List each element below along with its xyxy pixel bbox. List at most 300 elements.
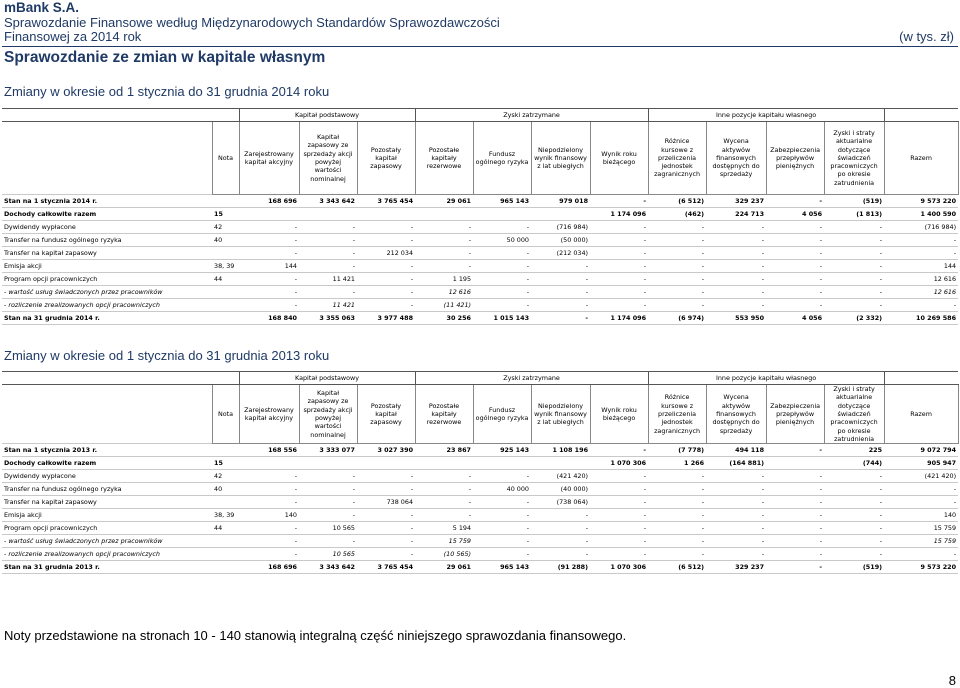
period-2014-title: Zmiany w okresie od 1 stycznia do 31 grudnia 2014 roku xyxy=(4,84,330,99)
row-nota: 42 xyxy=(212,221,239,234)
column-header: Zyski i straty aktuarialne dotyczące świadczeń pracowniczych po okresie zatrudnienia xyxy=(824,122,884,195)
table-cell: 3 765 454 xyxy=(357,195,415,208)
table-cell: - xyxy=(706,273,766,286)
table-cell: (716 984) xyxy=(884,221,958,234)
column-header-blank xyxy=(2,122,212,195)
table-cell: - xyxy=(648,260,706,273)
column-header: Kapitał zapasowy ze sprzedaży akcji powyżej wartości nominalnej xyxy=(299,385,357,444)
table-cell: - xyxy=(239,483,299,496)
row-nota: 42 xyxy=(212,470,239,483)
row-nota: 40 xyxy=(212,234,239,247)
row-label: Emisja akcji xyxy=(2,509,212,522)
group-header: Zyski zatrzymane xyxy=(415,372,648,385)
table-cell: - xyxy=(590,444,648,457)
row-label: Stan na 31 grudnia 2014 r. xyxy=(2,312,212,325)
table-cell: - xyxy=(766,234,824,247)
table-cell: 3 333 077 xyxy=(299,444,357,457)
table-cell: (164 881) xyxy=(706,457,766,470)
row-nota xyxy=(212,535,239,548)
table-cell: - xyxy=(239,234,299,247)
table-cell: - xyxy=(415,483,473,496)
table-cell xyxy=(531,208,590,221)
table-cell: 3 977 488 xyxy=(357,312,415,325)
table-cell: 9 573 220 xyxy=(884,195,958,208)
table-cell: - xyxy=(357,299,415,312)
table-cell: - xyxy=(531,312,590,325)
table-cell: 50 000 xyxy=(473,234,531,247)
table-cell: 979 018 xyxy=(531,195,590,208)
table-cell: 9 072 794 xyxy=(884,444,958,457)
table-cell: (50 000) xyxy=(531,234,590,247)
column-header: Różnice kursowe z przeliczenia jednostek zagranicznych xyxy=(648,385,706,444)
table-row xyxy=(2,457,958,470)
table-cell: 3 765 454 xyxy=(357,561,415,574)
group-header: Kapitał podstawowy xyxy=(239,109,415,122)
table-cell: 738 064 xyxy=(357,496,415,509)
row-nota: 40 xyxy=(212,483,239,496)
table-cell: - xyxy=(473,535,531,548)
column-header: Nota xyxy=(212,385,239,444)
table-cell: - xyxy=(648,496,706,509)
table-cell: (519) xyxy=(824,195,884,208)
table-cell: - xyxy=(357,234,415,247)
column-header: Razem xyxy=(884,385,958,444)
table-cell: - xyxy=(590,496,648,509)
table-cell: - xyxy=(706,234,766,247)
table-cell: - xyxy=(824,260,884,273)
table-cell: 29 061 xyxy=(415,561,473,574)
row-nota xyxy=(212,548,239,561)
table-cell: 15 759 xyxy=(415,535,473,548)
table-cell: - xyxy=(706,496,766,509)
table-cell: (744) xyxy=(824,457,884,470)
unit-label: (w tys. zł) xyxy=(899,29,954,44)
table-cell: - xyxy=(473,260,531,273)
column-header: Pozostały kapitał zapasowy xyxy=(357,122,415,195)
table-cell: 905 947 xyxy=(884,457,958,470)
table-cell: - xyxy=(590,234,648,247)
table-cell: 11 421 xyxy=(299,299,357,312)
table-cell: 9 573 220 xyxy=(884,561,958,574)
row-nota: 44 xyxy=(212,522,239,535)
table-cell: - xyxy=(357,286,415,299)
row-label: Emisja akcji xyxy=(2,260,212,273)
table-cell: - xyxy=(824,221,884,234)
table-row xyxy=(2,470,958,483)
table-cell: - xyxy=(531,299,590,312)
table-cell: (6 974) xyxy=(648,312,706,325)
table-cell: - xyxy=(824,483,884,496)
table-cell: 3 355 063 xyxy=(299,312,357,325)
table-cell: - xyxy=(884,483,958,496)
table-cell: 10 565 xyxy=(299,522,357,535)
table-cell: 4 056 xyxy=(766,208,824,221)
table-cell: 329 237 xyxy=(706,561,766,574)
table-cell: 3 027 390 xyxy=(357,444,415,457)
table-cell: - xyxy=(590,535,648,548)
table-cell: 168 840 xyxy=(239,312,299,325)
table-cell: - xyxy=(884,299,958,312)
table-cell: - xyxy=(648,286,706,299)
table-cell xyxy=(766,457,824,470)
group-header: Kapitał podstawowy xyxy=(239,372,415,385)
table-cell: - xyxy=(648,234,706,247)
column-header: Zarejestrowany kapitał akcyjny xyxy=(239,122,299,195)
table-row xyxy=(2,509,958,522)
table-cell: - xyxy=(239,535,299,548)
table-cell: (716 984) xyxy=(531,221,590,234)
table-cell xyxy=(415,208,473,221)
column-header: Wynik roku bieżącego xyxy=(590,385,648,444)
column-header: Pozostałe kapitały rezerwowe xyxy=(415,122,473,195)
table-cell xyxy=(239,208,299,221)
group-header: Inne pozycje kapitału własnego xyxy=(648,372,884,385)
table-cell: (6 512) xyxy=(648,561,706,574)
table-cell xyxy=(299,208,357,221)
table-cell: - xyxy=(648,221,706,234)
header-divider xyxy=(2,46,958,47)
table-cell: - xyxy=(766,548,824,561)
table-cell: - xyxy=(357,509,415,522)
footnote: Noty przedstawione na stronach 10 - 140 stanowią integralną część niniejszego sprawozdania finansowego. xyxy=(4,628,627,643)
table-row xyxy=(2,312,958,325)
table-cell: - xyxy=(357,483,415,496)
group-header-spacer xyxy=(2,372,239,385)
table-row xyxy=(2,548,958,561)
table-cell: - xyxy=(648,273,706,286)
row-nota: 15 xyxy=(212,208,239,221)
table-cell: - xyxy=(824,234,884,247)
table-row xyxy=(2,299,958,312)
report-name: Sprawozdanie Finansowe według Międzynarodowych Standardów Sprawozdawczości xyxy=(4,15,500,30)
table-cell: (40 000) xyxy=(531,483,590,496)
table-cell: - xyxy=(590,470,648,483)
table-cell xyxy=(415,457,473,470)
table-cell: - xyxy=(648,470,706,483)
table-cell: 12 616 xyxy=(884,286,958,299)
column-header: Niepodzielony wynik finansowy z lat ubiegłych xyxy=(531,385,590,444)
table-cell: - xyxy=(648,247,706,260)
group-header-spacer xyxy=(2,109,239,122)
table-cell: (738 064) xyxy=(531,496,590,509)
table-cell: - xyxy=(824,273,884,286)
table-cell: - xyxy=(884,234,958,247)
table-cell: 144 xyxy=(239,260,299,273)
table-cell xyxy=(357,457,415,470)
table-cell xyxy=(239,457,299,470)
column-header: Zabezpieczenia przepływów pieniężnych xyxy=(766,122,824,195)
table-cell: - xyxy=(299,483,357,496)
table-cell: - xyxy=(590,509,648,522)
row-label: - wartość usług świadczonych przez pracowników xyxy=(2,286,212,299)
table-cell: - xyxy=(590,299,648,312)
column-header: Fundusz ogólnego ryzyka xyxy=(473,122,531,195)
table-cell: - xyxy=(357,522,415,535)
table-cell: (1 813) xyxy=(824,208,884,221)
table-cell: - xyxy=(766,509,824,522)
table-cell: 11 421 xyxy=(299,273,357,286)
row-label: - wartość usług świadczonych przez pracowników xyxy=(2,535,212,548)
table-cell: 168 696 xyxy=(239,195,299,208)
table-cell: 40 000 xyxy=(473,483,531,496)
row-nota xyxy=(212,299,239,312)
table-cell: - xyxy=(473,299,531,312)
table-cell: - xyxy=(473,522,531,535)
table-cell: - xyxy=(239,273,299,286)
table-cell: - xyxy=(299,535,357,548)
table-cell: 144 xyxy=(884,260,958,273)
table-cell: - xyxy=(706,509,766,522)
table-cell: 329 237 xyxy=(706,195,766,208)
table-row xyxy=(2,195,958,208)
table-cell: 494 118 xyxy=(706,444,766,457)
table-cell: 15 759 xyxy=(884,522,958,535)
table-cell xyxy=(473,457,531,470)
table-cell: - xyxy=(766,273,824,286)
table-cell: - xyxy=(299,496,357,509)
row-nota: 38, 39 xyxy=(212,260,239,273)
row-nota xyxy=(212,312,239,325)
table-cell: - xyxy=(239,496,299,509)
table-cell: - xyxy=(706,286,766,299)
table-cell: - xyxy=(884,496,958,509)
table-cell: - xyxy=(824,522,884,535)
table-cell: 1 174 096 xyxy=(590,312,648,325)
table-cell: - xyxy=(299,221,357,234)
table-cell: - xyxy=(299,286,357,299)
table-cell: 10 269 586 xyxy=(884,312,958,325)
table-cell: - xyxy=(590,260,648,273)
table-cell: 3 343 642 xyxy=(299,561,357,574)
table-cell: - xyxy=(766,299,824,312)
equity-table-2014 xyxy=(2,108,959,325)
table-cell: - xyxy=(473,470,531,483)
row-label: Program opcji pracowniczych xyxy=(2,273,212,286)
table-cell: 15 759 xyxy=(884,535,958,548)
table-cell: - xyxy=(590,548,648,561)
table-cell: - xyxy=(357,470,415,483)
table-cell: 965 143 xyxy=(473,195,531,208)
table-cell: - xyxy=(357,273,415,286)
table-cell: - xyxy=(766,247,824,260)
table-cell: (6 512) xyxy=(648,195,706,208)
group-header-spacer xyxy=(884,109,958,122)
table-cell xyxy=(531,457,590,470)
table-cell: 965 143 xyxy=(473,561,531,574)
table-cell: - xyxy=(766,535,824,548)
table-row xyxy=(2,522,958,535)
row-label: Dywidendy wypłacone xyxy=(2,221,212,234)
table-cell: - xyxy=(415,496,473,509)
column-header: Różnice kursowe z przeliczenia jednostek zagranicznych xyxy=(648,122,706,195)
table-cell: 4 056 xyxy=(766,312,824,325)
table-cell: - xyxy=(648,483,706,496)
table-cell: - xyxy=(706,299,766,312)
table-cell: - xyxy=(824,496,884,509)
table-cell: 1 266 xyxy=(648,457,706,470)
table-cell: - xyxy=(357,548,415,561)
table-cell xyxy=(299,457,357,470)
table-cell: - xyxy=(824,509,884,522)
table-cell: - xyxy=(415,247,473,260)
table-cell: - xyxy=(415,260,473,273)
table-row xyxy=(2,561,958,574)
row-label: - rozliczenie zrealizowanych opcji pracowniczych xyxy=(2,548,212,561)
row-nota xyxy=(212,561,239,574)
table-cell: - xyxy=(415,234,473,247)
table-cell: 1 195 xyxy=(415,273,473,286)
table-cell: - xyxy=(590,195,648,208)
table-cell xyxy=(357,208,415,221)
row-label: Transfer na fundusz ogólnego ryzyka xyxy=(2,234,212,247)
row-nota xyxy=(212,496,239,509)
table-row xyxy=(2,234,958,247)
table-row xyxy=(2,535,958,548)
table-cell: - xyxy=(648,522,706,535)
table-cell: - xyxy=(766,483,824,496)
column-header: Zyski i straty aktuarialne dotyczące świadczeń pracowniczych po okresie zatrudnienia xyxy=(824,385,884,444)
table-cell: - xyxy=(239,470,299,483)
table-cell: 3 343 642 xyxy=(299,195,357,208)
table-cell: - xyxy=(824,548,884,561)
group-header-row xyxy=(2,109,958,122)
table-row xyxy=(2,260,958,273)
table-cell: (212 034) xyxy=(531,247,590,260)
table-cell: - xyxy=(824,470,884,483)
table-cell: - xyxy=(590,522,648,535)
table-cell: - xyxy=(299,509,357,522)
table-cell: - xyxy=(766,221,824,234)
table-cell: - xyxy=(299,470,357,483)
table-cell: 30 256 xyxy=(415,312,473,325)
table-cell: - xyxy=(590,483,648,496)
table-row xyxy=(2,247,958,260)
table-cell: - xyxy=(648,299,706,312)
table-cell: - xyxy=(531,535,590,548)
column-header: Nota xyxy=(212,122,239,195)
table-cell: - xyxy=(299,234,357,247)
table-cell: 29 061 xyxy=(415,195,473,208)
column-header: Kapitał zapasowy ze sprzedaży akcji powyżej wartości nominalnej xyxy=(299,122,357,195)
table-cell: 168 556 xyxy=(239,444,299,457)
table-cell: (11 421) xyxy=(415,299,473,312)
table-cell: - xyxy=(824,299,884,312)
column-header: Niepodzielony wynik finansowy z lat ubiegłych xyxy=(531,122,590,195)
column-header-blank xyxy=(2,385,212,444)
table-cell: - xyxy=(824,286,884,299)
table-cell: (519) xyxy=(824,561,884,574)
table-cell: 12 616 xyxy=(415,286,473,299)
row-nota xyxy=(212,195,239,208)
table-cell: - xyxy=(766,260,824,273)
table-cell: - xyxy=(648,509,706,522)
table-cell: - xyxy=(590,273,648,286)
table-cell: - xyxy=(357,260,415,273)
table-cell: - xyxy=(884,548,958,561)
row-label: Dochody całkowite razem xyxy=(2,457,212,470)
table-cell: - xyxy=(648,548,706,561)
table-cell: - xyxy=(239,548,299,561)
table-cell: (7 778) xyxy=(648,444,706,457)
table-cell: - xyxy=(415,509,473,522)
page-number: 8 xyxy=(948,673,956,688)
table-cell: - xyxy=(824,247,884,260)
table-cell: - xyxy=(531,286,590,299)
row-label: Stan na 31 grudnia 2013 r. xyxy=(2,561,212,574)
table-cell: - xyxy=(590,247,648,260)
report-year: Finansowej za 2014 rok xyxy=(4,29,142,44)
table-row xyxy=(2,208,958,221)
column-header: Wycena aktywów finansowych dostępnych do sprzedaży xyxy=(706,122,766,195)
row-nota xyxy=(212,247,239,260)
group-header: Inne pozycje kapitału własnego xyxy=(648,109,884,122)
table-cell: - xyxy=(590,286,648,299)
table-cell: 925 143 xyxy=(473,444,531,457)
table-cell: - xyxy=(766,444,824,457)
table-cell: - xyxy=(531,522,590,535)
row-label: Dochody całkowite razem xyxy=(2,208,212,221)
table-cell: - xyxy=(706,221,766,234)
table-cell: 168 696 xyxy=(239,561,299,574)
table-cell: - xyxy=(706,483,766,496)
table-cell: 10 565 xyxy=(299,548,357,561)
column-header: Wynik roku bieżącego xyxy=(590,122,648,195)
table-row xyxy=(2,483,958,496)
table-cell: - xyxy=(706,522,766,535)
column-header: Pozostały kapitał zapasowy xyxy=(357,385,415,444)
table-cell: (91 288) xyxy=(531,561,590,574)
column-header: Zabezpieczenia przepływów pieniężnych xyxy=(766,385,824,444)
column-header: Wycena aktywów finansowych dostępnych do sprzedaży xyxy=(706,385,766,444)
table-cell: - xyxy=(415,221,473,234)
table-cell: - xyxy=(706,548,766,561)
table-cell: - xyxy=(473,286,531,299)
table-cell: (10 565) xyxy=(415,548,473,561)
table-cell: (421 420) xyxy=(531,470,590,483)
table-cell: 224 713 xyxy=(706,208,766,221)
row-nota: 15 xyxy=(212,457,239,470)
table-cell: - xyxy=(239,247,299,260)
group-header-row xyxy=(2,372,958,385)
column-header: Razem xyxy=(884,122,958,195)
table-cell: - xyxy=(824,535,884,548)
row-label: Stan na 1 stycznia 2013 r. xyxy=(2,444,212,457)
column-header: Fundusz ogólnego ryzyka xyxy=(473,385,531,444)
table-cell: (421 420) xyxy=(884,470,958,483)
row-label: Transfer na kapitał zapasowy xyxy=(2,247,212,260)
column-header-row xyxy=(2,385,958,444)
table-row xyxy=(2,273,958,286)
table-cell: - xyxy=(473,496,531,509)
table-cell: 1 400 590 xyxy=(884,208,958,221)
table-cell: - xyxy=(766,496,824,509)
table-cell: - xyxy=(706,260,766,273)
column-header: Pozostałe kapitały rezerwowe xyxy=(415,385,473,444)
table-cell: - xyxy=(473,509,531,522)
company-name: mBank S.A. xyxy=(4,0,80,15)
table-cell: (462) xyxy=(648,208,706,221)
table-cell: - xyxy=(884,247,958,260)
table-cell: - xyxy=(766,522,824,535)
table-cell: 1 015 143 xyxy=(473,312,531,325)
table-cell: - xyxy=(706,470,766,483)
table-cell: 1 070 306 xyxy=(590,561,648,574)
table-cell: 140 xyxy=(884,509,958,522)
table-cell: - xyxy=(473,247,531,260)
table-cell: - xyxy=(357,221,415,234)
row-label: Stan na 1 stycznia 2014 r. xyxy=(2,195,212,208)
table-cell: - xyxy=(239,286,299,299)
